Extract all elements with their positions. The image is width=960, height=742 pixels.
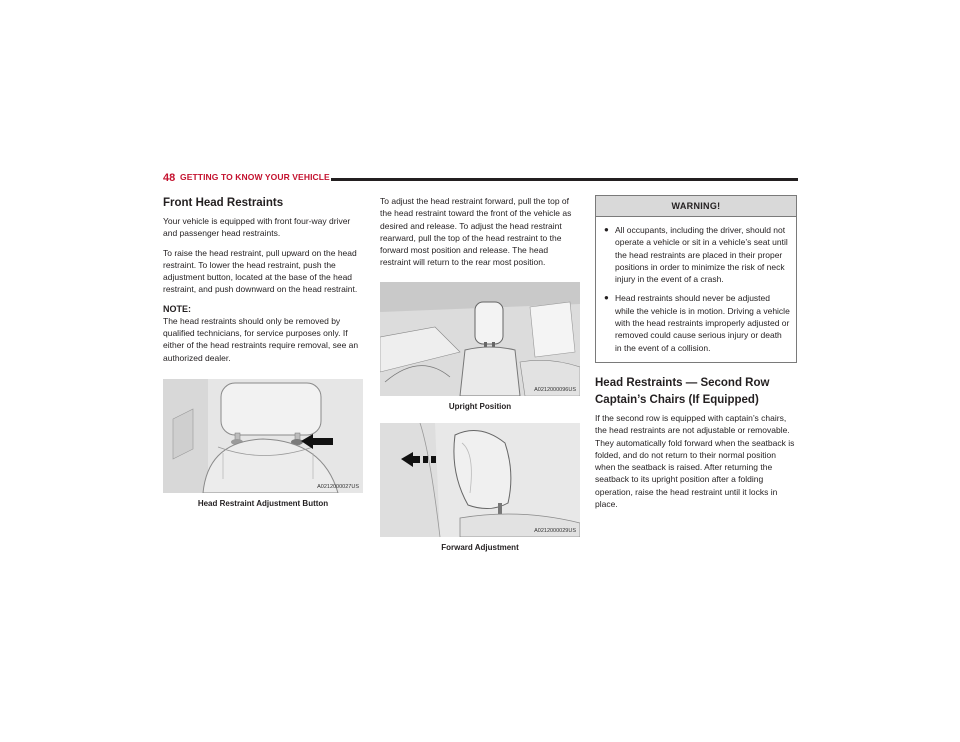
header-rule (331, 178, 798, 181)
note-label: NOTE: (163, 303, 191, 314)
column-2 (380, 195, 580, 553)
paragraph: Your vehicle is equipped with front four-way driver and passenger head restraints. (163, 216, 351, 239)
page-header (163, 172, 798, 188)
column-1 (163, 195, 363, 509)
figure-code: A0212000027US (317, 483, 359, 490)
upright-position-figure (380, 282, 580, 396)
bullet-icon: ● (604, 225, 609, 234)
upright-position-illustration (380, 282, 580, 396)
second-row-head-restraints-heading: Head Restraints — Second Row Captain’s Chairs (If Equipped) (595, 376, 770, 406)
page-number: 48 (163, 172, 176, 184)
section-title: GETTING TO KNOW YOUR VEHICLE (180, 172, 330, 182)
figure-caption: Upright Position (448, 401, 512, 411)
paragraph: To raise the head restraint, pull upward on the head restraint. To lower the head restraint, push the adjustment button, located at the base of the head restraint, and push downward on the head restraint. (163, 247, 358, 295)
figure-caption: Head Restraint Adjustment Button (197, 498, 329, 508)
front-head-restraints-heading: Front Head Restraints (163, 197, 284, 209)
figure-caption: Forward Adjustment (441, 542, 519, 552)
warning-title: WARNING! (596, 196, 796, 217)
paragraph: If the second row is equipped with captain’s chairs, the head restraints are not adjustable or removable. They automatically fold forward when the seatback is folded, and do not return to their normal position when the seatback is raised. After returning the seatback to its upright position after a folding operation, raise the head restraint until it locks in place. (595, 412, 795, 510)
forward-adjustment-illustration (380, 423, 580, 537)
column-3 (595, 195, 797, 510)
warning-box (595, 195, 797, 363)
head-restraint-button-figure (163, 379, 363, 493)
note-text: The head restraints should only be removed by qualified technicians, for service purposes only. If either of the head restraints require removal, see an authorized dealer. (163, 315, 359, 363)
head-restraint-illustration (163, 379, 363, 493)
warning-bullet: ● Head restraints should never be adjusted while the vehicle is in motion. Driving a vehicle with the head restraints improperly adjusted or removed could cause serious injury or death in the event of a collision. (604, 293, 790, 353)
forward-adjustment-figure (380, 423, 580, 537)
figure-code: A0212000096US (534, 386, 576, 393)
bullet-icon: ● (604, 293, 609, 303)
figure-code: A0212000029US (534, 527, 576, 534)
warning-bullet: ● All occupants, including the driver, should not operate a vehicle or sit in a vehicle’s seat until the head restraints are placed in their proper positions in order to minimize the risk of neck injury in the event of a crash. (604, 225, 788, 285)
paragraph: To adjust the head restraint forward, pull the top of the head restraint toward the front of the vehicle as desired and release. To adjust the head restraint rearward, pull the top of the head restraint to the forward most position and release. The head restraint will return to the rear most position. (380, 196, 572, 268)
